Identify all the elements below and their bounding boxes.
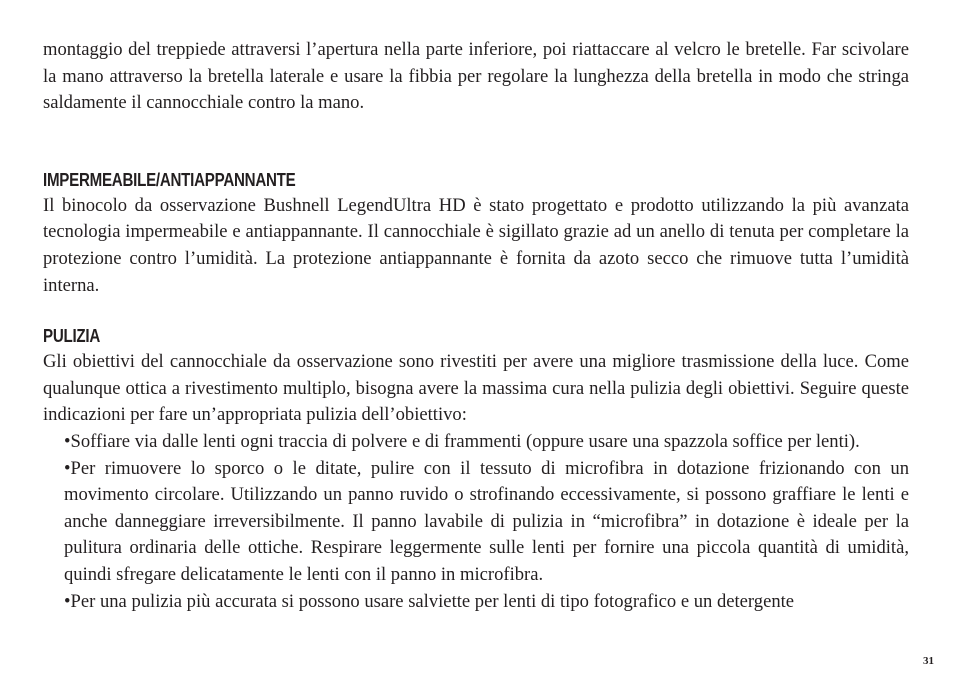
cleaning-instructions-list — [43, 429, 909, 615]
section-heading-waterproof: IMPERMEABILE/ANTIAPPANNANTE — [43, 169, 296, 190]
intro-paragraph: montaggio del treppiede attraversi l’apertura nella parte inferiore, poi riattaccare al velcro le bretelle. Far scivolare la mano attraverso la bretella laterale e usare la fibbia per regolare la lunghezza della bretella in modo che stringa saldamente il cannocchiale contro la mano. — [43, 39, 909, 114]
section-heading-cleaning: PULIZIA — [43, 326, 101, 347]
section-body-cleaning: Gli obiettivi del cannocchiale da osservazione sono rivestiti per avere una migliore trasmissione della luce. Come qualunque ottica a rivestimento multiplo, bisogna avere la massima cura nella pulizia degli obiettivi. Seguire queste indicazioni per fare un’appropriata pulizia dell’obiettivo: — [43, 351, 909, 426]
page-content — [43, 37, 909, 615]
section-body-waterproof: Il binocolo da osservazione Bushnell LegendUltra HD è stato progettato e prodotto utilizzando la più avanzata tecnologia impermeabile e antiappannante. Il cannocchiale è sigillato grazie ad un anello di tenuta per completare la protezione contro l’umidità. La protezione antiappannante è fornita da azoto secco che rimuove tutta l’umidità interna. — [43, 194, 909, 296]
list-item: •Soffiare via dalle lenti ogni traccia di polvere e di frammenti (oppure usare una spazzola soffice per lenti). — [64, 430, 860, 452]
list-item: •Per una pulizia più accurata si possono usare salviette per lenti di tipo fotografico e un detergente — [64, 590, 795, 612]
page-number: 31 — [923, 655, 934, 667]
list-item: •Per rimuovere lo sporco o le ditate, pulire con il tessuto di microfibra in dotazione frizionando con un movimento circolare. Utilizzando un panno ruvido o strofinando eccessivamente, si possono graffiare le lenti e anche danneggiare irreversibilmente. Il panno lavabile di pulizia in “microfibra” in dotazione è ideale per la pulitura ordinaria delle ottiche. Respirare leggermente sulle lenti per fornire una piccola quantità di umidità, quindi sfregare delicatamente le lenti con il panno in microfibra. — [64, 457, 909, 585]
